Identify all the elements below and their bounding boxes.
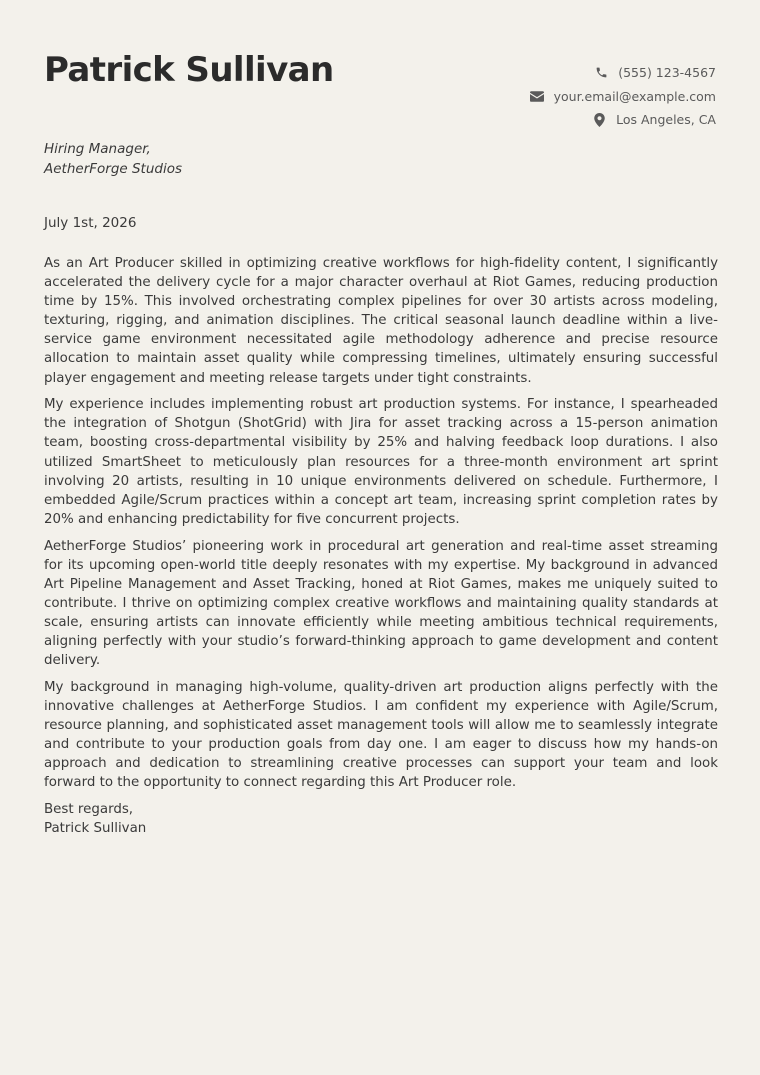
location-text: Los Angeles, CA <box>616 112 716 128</box>
letter-body <box>44 254 718 838</box>
envelope-icon <box>530 89 544 103</box>
map-pin-icon <box>592 113 606 127</box>
closing-block <box>44 800 718 838</box>
closing-signature: Patrick Sullivan <box>44 821 147 836</box>
body-paragraph: My background in managing high-volume, quality-driven art production aligns perfectly with the innovative challenges at AetherForge Studios. I am confident my experience with Agile/Scrum, resource planning, and sophisticated asset management tools will allow me to seamlessly integrate and contribute to your production goals from day one. I am eager to discuss how my hands-on approach and dedication to streamlining creative processes can support your team and look forward to the opportunity to connect regarding this Art Producer role. <box>44 679 718 791</box>
applicant-name: Patrick Sullivan <box>44 50 334 90</box>
phone-text: (555) 123-4567 <box>618 65 716 81</box>
closing-salutation: Best regards, <box>44 801 134 817</box>
phone-icon <box>594 66 608 80</box>
recipient-company: AetherForge Studios <box>44 160 183 177</box>
contact-email <box>416 85 716 109</box>
contact-block <box>416 61 716 132</box>
letter-date: July 1st, 2026 <box>44 215 137 231</box>
recipient-block <box>44 140 182 179</box>
body-paragraph: My experience includes implementing robust art production systems. For instance, I spearheaded the integration of Shotgun (ShotGrid) with Jira for asset tracking across a 15-person animation team, boosting cross-departmental visibility by 25% and halving feedback loop durations. I also utilized SmartSheet to meticulously plan resources for a three-month environment art sprint involving 20 artists, resulting in 10 unique environments delivered on schedule. Furthermore, I embedded Agile/Scrum practices within a concept art team, increasing sprint completion rates by 20% and enhancing predictability for five concurrent projects. <box>44 397 718 527</box>
recipient-title: Hiring Manager, <box>44 141 151 157</box>
contact-phone <box>416 61 716 85</box>
body-paragraph: AetherForge Studios’ pioneering work in procedural art generation and real-time asset streaming for its upcoming open-world title deeply resonates with my expertise. My background in advanced Art Pipeline Management and Asset Tracking, honed at Riot Games, makes me uniquely suited to contribute. I thrive on optimizing complex creative workflows and maintaining quality standards at scale, ensuring artists can innovate efficiently while meeting ambitious technical requirements, aligning perfectly with your studio’s forward-thinking approach to game development and content delivery. <box>44 538 718 669</box>
body-paragraph: As an Art Producer skilled in optimizing creative workflows for high-fidelity content, I significantly accelerated the delivery cycle for a major character overhaul at Riot Games, reducing production time by 15%. This involved orchestrating complex pipelines for over 30 artists across modeling, texturing, rigging, and animation disciplines. The critical seasonal launch deadline within a live-service game environment necessitated agile methodology adherence and precise resource allocation to maintain asset quality while compressing timelines, ultimately ensuring successful player engagement and meeting release targets under tight constraints. <box>44 256 718 386</box>
email-text: your.email@example.com <box>553 88 716 104</box>
contact-location <box>416 108 716 132</box>
